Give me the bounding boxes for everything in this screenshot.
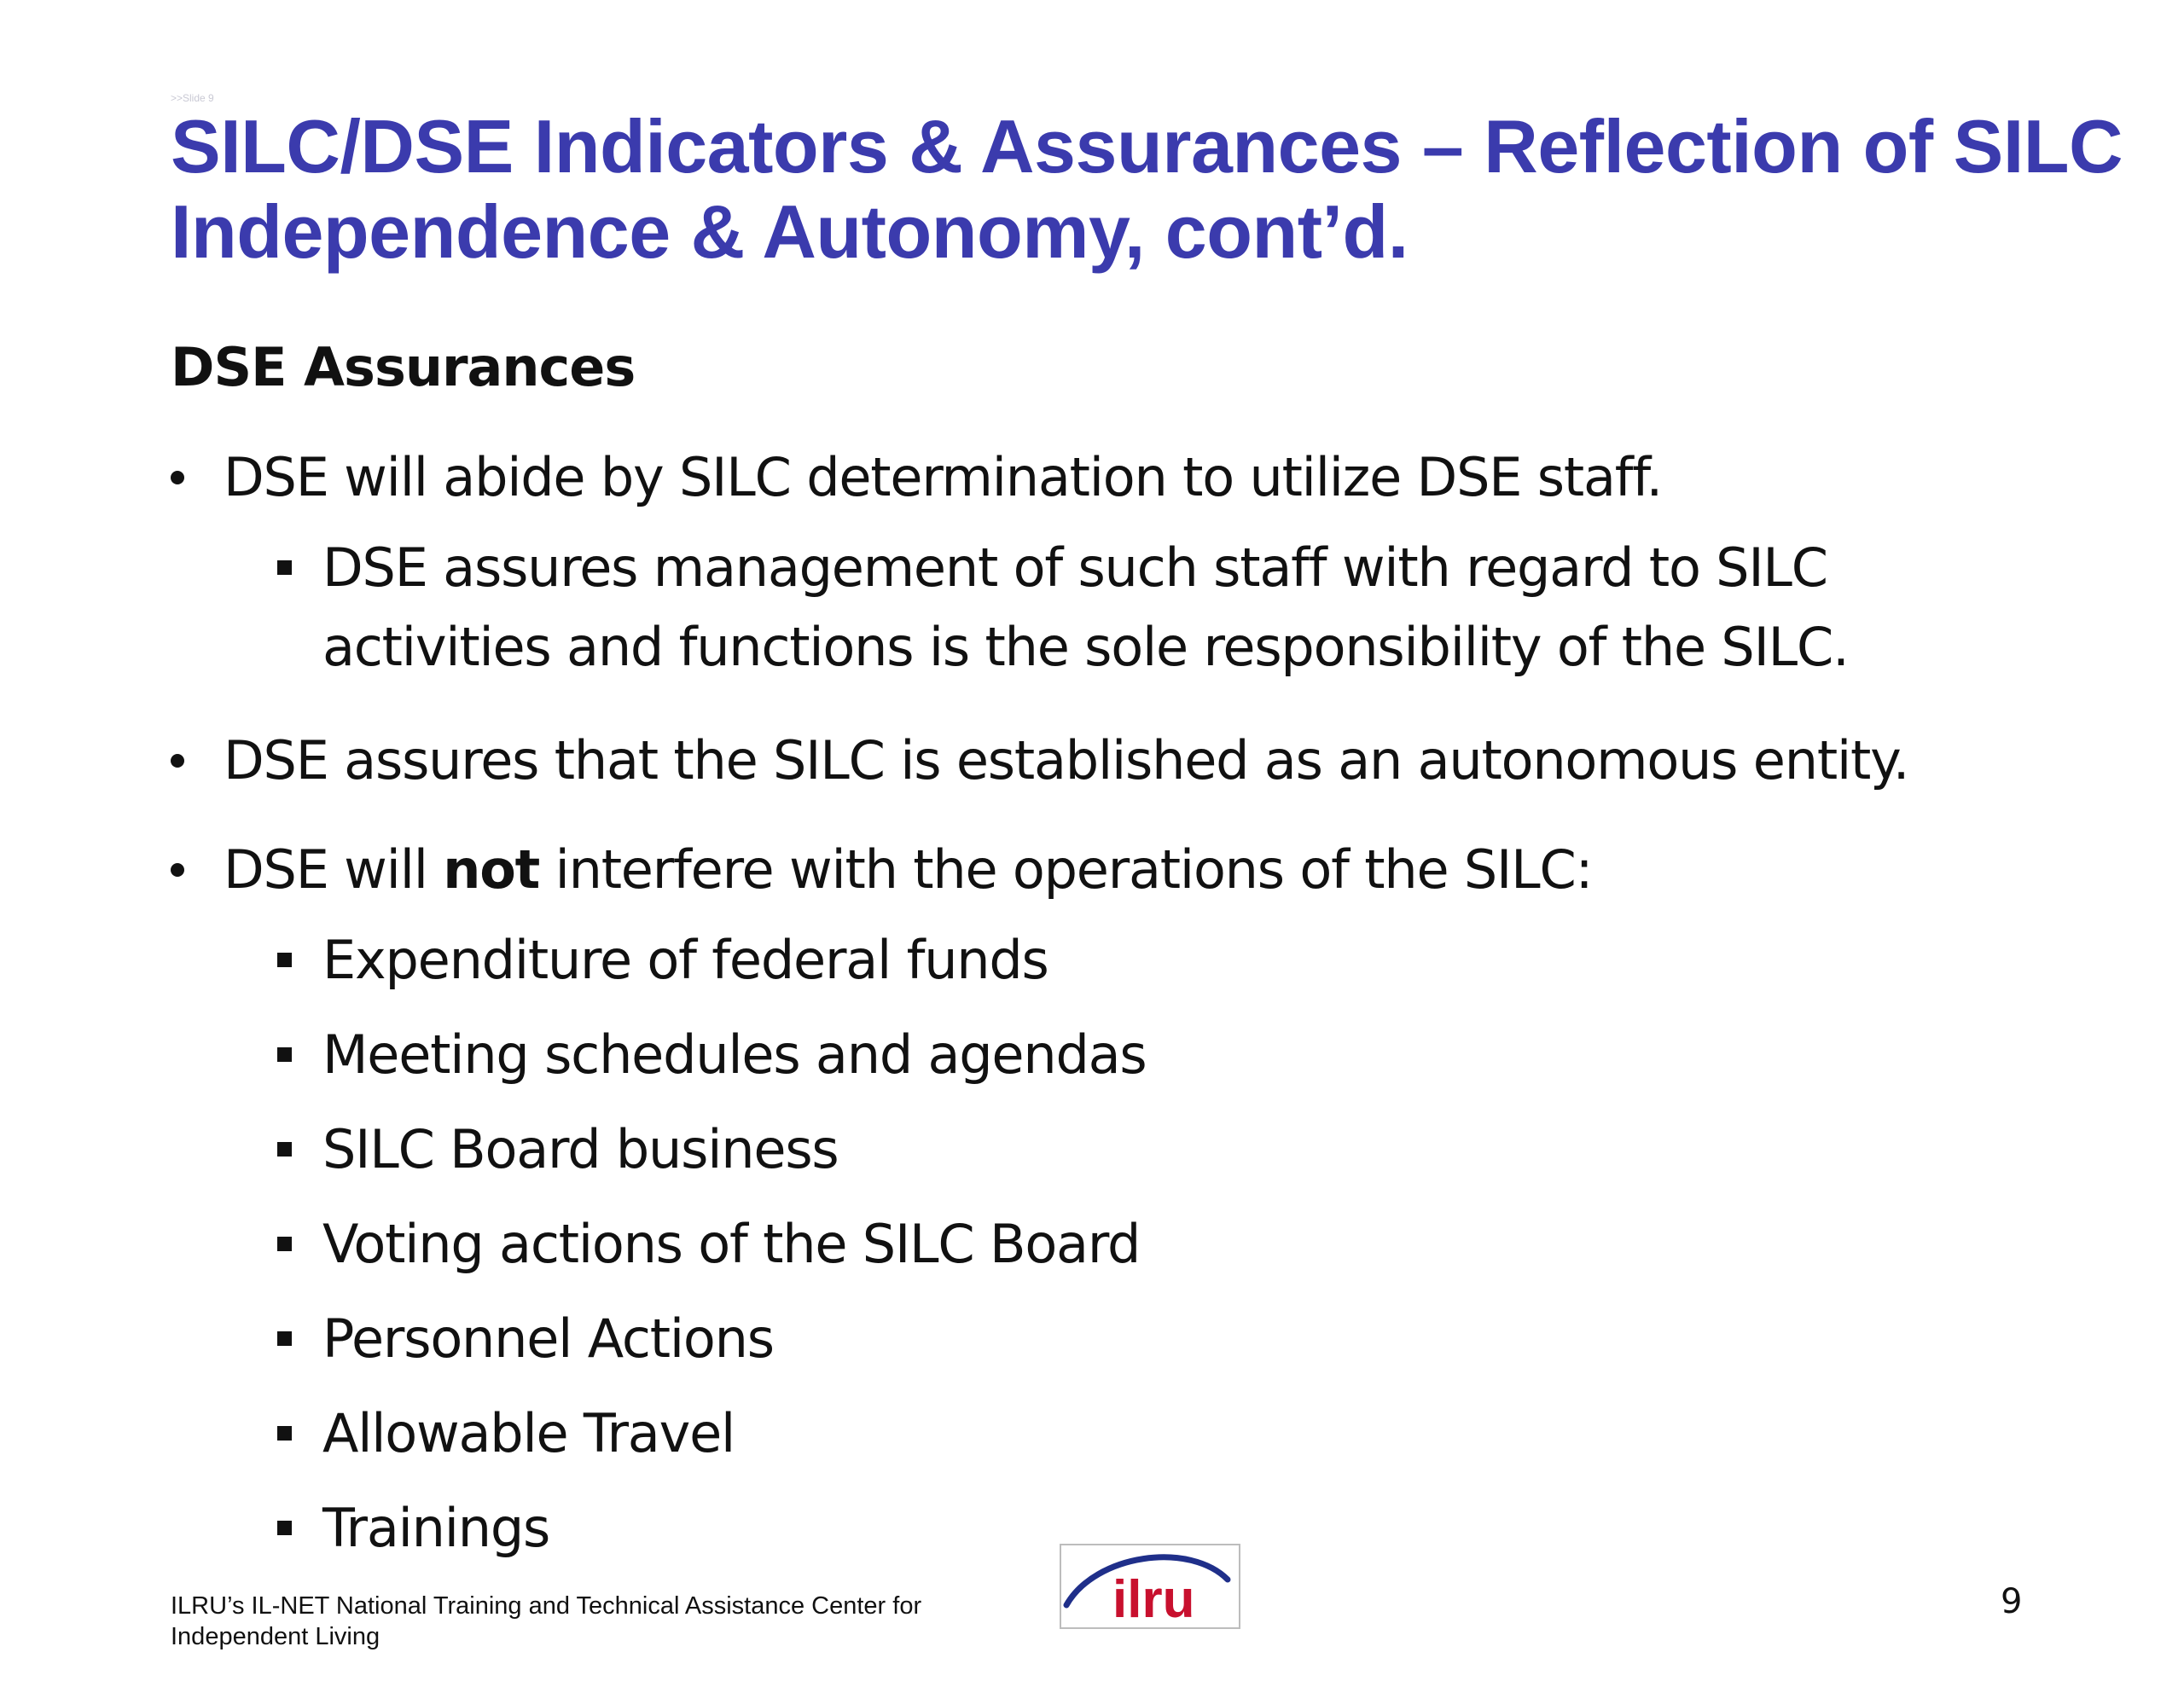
footer-line: Independent Living — [171, 1623, 380, 1650]
bullet-dot-icon — [171, 754, 184, 768]
footer-line: ILRU’s IL-NET National Training and Technical Assistance Center for — [171, 1592, 922, 1620]
bullet-square-icon — [277, 560, 292, 575]
ilru-logo — [1060, 1544, 1240, 1629]
bullet-text-bold: not — [443, 838, 540, 901]
slide-title-suffix: , cont’d. — [1124, 189, 1409, 274]
slide-title — [171, 104, 2133, 275]
sub-bullet-line: activities and functions is the sole responsibility of the SILC. — [322, 616, 1849, 678]
bullet-text-pre: DSE will — [224, 838, 444, 901]
section-heading: DSE Assurances — [171, 336, 636, 398]
sub-bullet-item: Expenditure of federal funds — [322, 929, 1048, 991]
page-number: 9 — [2001, 1582, 2023, 1621]
sub-bullet-item: SILC Board business — [322, 1118, 839, 1180]
bullet-dot-icon — [171, 471, 184, 484]
bullet-square-icon — [277, 953, 292, 967]
bullet-dot-icon — [171, 863, 184, 877]
slide-marker: >>Slide 9 — [171, 92, 214, 104]
bullet-square-icon — [277, 1142, 292, 1157]
sub-bullet-item: Personnel Actions — [322, 1307, 774, 1370]
bullet-item — [224, 830, 1592, 910]
sub-bullet-line: DSE assures management of such staff with regard to SILC — [322, 536, 1827, 599]
bullet-square-icon — [277, 1237, 292, 1251]
sub-bullet-item: Allowable Travel — [322, 1402, 735, 1464]
footer-text — [171, 1591, 981, 1652]
sub-bullet-item: Meeting schedules and agendas — [322, 1023, 1147, 1086]
bullet-square-icon — [277, 1047, 292, 1062]
bullet-square-icon — [277, 1331, 292, 1346]
bullet-text-post: interfere with the operations of the SILC: — [539, 838, 1593, 901]
bullet-square-icon — [277, 1426, 292, 1441]
logo-wordmark: ilru — [1112, 1570, 1195, 1627]
bullet-item: DSE assures that the SILC is established as an autonomous entity. — [224, 729, 1909, 791]
sub-bullet-item: Trainings — [322, 1497, 550, 1559]
bullet-item: DSE will abide by SILC determination to utilize DSE staff. — [224, 446, 1662, 508]
slide-title-main: SILC/DSE Indicators & Assurances – Reflection of SILC Independence & Autonomy — [171, 104, 2123, 274]
sub-bullet-item: Voting actions of the SILC Board — [322, 1213, 1141, 1275]
bullet-square-icon — [277, 1521, 292, 1535]
ilru-logo-icon — [1061, 1545, 1239, 1627]
